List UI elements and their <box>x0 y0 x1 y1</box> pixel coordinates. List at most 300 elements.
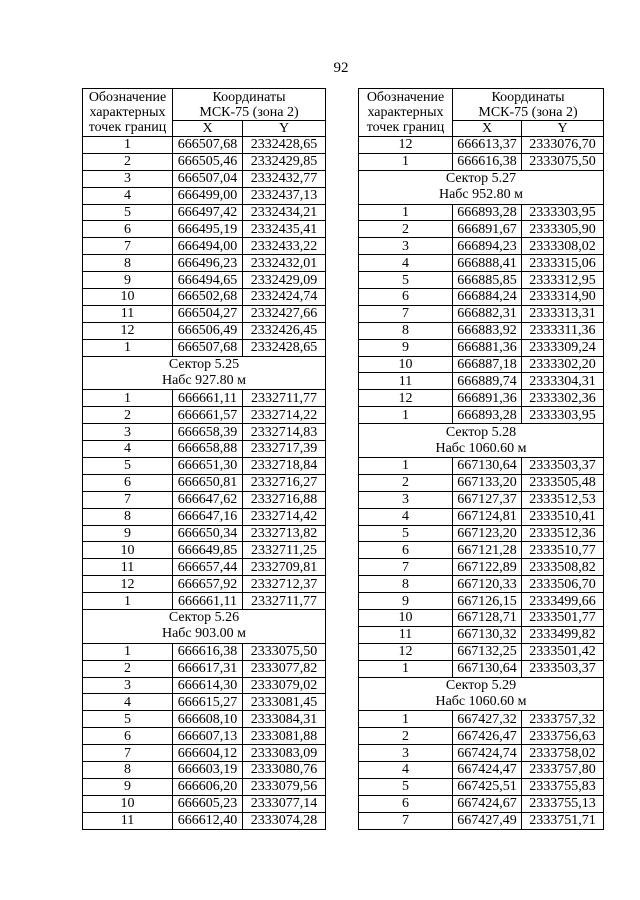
x-coordinate-cell: 667425,51 <box>453 778 522 795</box>
table-header-row <box>83 89 326 121</box>
x-coordinate-cell: 666889,74 <box>453 373 522 390</box>
table-row <box>359 238 604 255</box>
table-row <box>359 525 604 542</box>
table-row <box>83 778 326 795</box>
header-point-line: Обозначение <box>88 90 167 105</box>
table-row <box>83 322 326 339</box>
x-coordinate-cell: 666647,16 <box>173 508 243 525</box>
header-point-line: характерных <box>89 105 166 120</box>
x-coordinate-cell: 667127,37 <box>453 491 522 508</box>
table-row <box>83 728 326 745</box>
header-x: X <box>173 121 243 137</box>
table-row <box>359 711 604 728</box>
y-coordinate-cell: 2333510,41 <box>522 508 604 525</box>
point-number-cell: 4 <box>359 255 453 272</box>
x-coordinate-cell: 666657,44 <box>173 559 243 576</box>
sector-row <box>359 677 604 711</box>
x-coordinate-cell: 666647,62 <box>173 491 243 508</box>
point-number-cell: 11 <box>359 373 453 390</box>
y-coordinate-cell: 2333077,82 <box>243 660 326 677</box>
point-number-cell: 7 <box>83 745 173 762</box>
page-number: 92 <box>333 60 349 76</box>
point-number-cell: 1 <box>83 390 173 407</box>
point-number-cell: 4 <box>359 762 453 779</box>
point-number-cell: 10 <box>83 289 173 306</box>
x-coordinate-cell: 666650,34 <box>173 525 243 542</box>
table-row <box>359 272 604 289</box>
table-row <box>83 559 326 576</box>
y-coordinate-cell: 2332433,22 <box>243 238 326 255</box>
table-row <box>83 525 326 542</box>
point-number-cell: 11 <box>83 305 173 322</box>
sector-cell <box>359 677 604 711</box>
table-row <box>83 255 326 272</box>
table-row <box>359 457 604 474</box>
table-row <box>83 424 326 441</box>
table-row <box>359 778 604 795</box>
y-coordinate-cell: 2332714,83 <box>243 424 326 441</box>
point-number-cell: 3 <box>359 238 453 255</box>
point-number-cell: 9 <box>83 778 173 795</box>
table-row <box>359 491 604 508</box>
sector-cell <box>83 609 326 643</box>
table-row <box>359 373 604 390</box>
header-point-line: характерных <box>367 105 444 120</box>
table-row <box>83 694 326 711</box>
x-coordinate-cell: 667123,20 <box>453 525 522 542</box>
point-number-cell: 11 <box>83 812 173 829</box>
table-row <box>83 761 326 778</box>
table-row <box>359 153 604 170</box>
header-coordinate-system: МСК-75 (зона 2) <box>478 104 578 120</box>
y-coordinate-cell: 2332428,65 <box>243 339 326 356</box>
y-coordinate-cell: 2333501,42 <box>522 643 604 660</box>
table-row <box>359 356 604 373</box>
x-coordinate-cell: 666891,67 <box>453 221 522 238</box>
y-coordinate-cell: 2332424,74 <box>243 289 326 306</box>
y-coordinate-cell: 2333077,14 <box>243 795 326 812</box>
point-number-cell: 9 <box>359 339 453 356</box>
x-coordinate-cell: 666507,68 <box>173 137 243 154</box>
x-coordinate-cell: 666884,24 <box>453 289 522 306</box>
point-number-cell: 1 <box>83 137 173 154</box>
table-row <box>83 576 326 593</box>
point-number-cell: 7 <box>359 305 453 322</box>
y-coordinate-cell: 2332717,39 <box>243 441 326 458</box>
table-row <box>359 593 604 610</box>
header-coordinates-title: Координаты <box>491 89 565 105</box>
y-coordinate-cell: 2332437,13 <box>243 187 326 204</box>
sector-row <box>359 170 604 204</box>
sector-title: Сектор 5.29 <box>445 677 517 693</box>
x-coordinate-cell: 667424,47 <box>453 762 522 779</box>
x-coordinate-cell: 666496,23 <box>173 255 243 272</box>
x-coordinate-cell: 667128,71 <box>453 609 522 626</box>
header-coordinates-title: Координаты <box>212 89 286 105</box>
table-row <box>359 762 604 779</box>
table-row <box>83 289 326 306</box>
point-number-cell: 2 <box>83 407 173 424</box>
sector-title: Сектор 5.28 <box>445 424 517 440</box>
table-row <box>359 576 604 593</box>
y-coordinate-cell: 2333315,06 <box>522 255 604 272</box>
header-y: Y <box>522 121 604 137</box>
point-number-cell: 6 <box>83 474 173 491</box>
y-coordinate-cell: 2333314,90 <box>522 289 604 306</box>
y-coordinate-cell: 2333303,95 <box>522 407 604 424</box>
point-number-cell: 12 <box>359 137 453 154</box>
point-number-cell: 2 <box>359 728 453 745</box>
header-coordinates <box>453 89 604 121</box>
table-row <box>359 508 604 525</box>
x-coordinate-cell: 666507,68 <box>173 339 243 356</box>
point-number-cell: 10 <box>359 609 453 626</box>
table-row <box>359 542 604 559</box>
y-coordinate-cell: 2333075,50 <box>522 153 604 170</box>
point-number-cell: 1 <box>359 407 453 424</box>
point-number-cell: 5 <box>83 204 173 221</box>
y-coordinate-cell: 2333081,45 <box>243 694 326 711</box>
y-coordinate-cell: 2332426,45 <box>243 322 326 339</box>
y-coordinate-cell: 2333308,02 <box>522 238 604 255</box>
table-row <box>359 660 604 677</box>
x-coordinate-cell: 667132,25 <box>453 643 522 660</box>
table-row <box>359 745 604 762</box>
header-point-designation <box>359 89 453 137</box>
x-coordinate-cell: 666614,30 <box>173 677 243 694</box>
y-coordinate-cell: 2332716,88 <box>243 491 326 508</box>
table-row <box>359 728 604 745</box>
x-coordinate-cell: 666885,85 <box>453 272 522 289</box>
table-row <box>83 457 326 474</box>
y-coordinate-cell: 2332711,77 <box>243 390 326 407</box>
y-coordinate-cell: 2333309,24 <box>522 339 604 356</box>
table-row <box>83 187 326 204</box>
x-coordinate-cell: 666504,27 <box>173 305 243 322</box>
x-coordinate-cell: 666613,37 <box>453 137 522 154</box>
point-number-cell: 5 <box>359 525 453 542</box>
x-coordinate-cell: 667121,28 <box>453 542 522 559</box>
y-coordinate-cell: 2332434,21 <box>243 204 326 221</box>
table-row <box>83 474 326 491</box>
x-coordinate-cell: 666499,00 <box>173 187 243 204</box>
point-number-cell: 7 <box>359 559 453 576</box>
point-number-cell: 12 <box>359 643 453 660</box>
x-coordinate-cell: 666607,13 <box>173 728 243 745</box>
y-coordinate-cell: 2333076,70 <box>522 137 604 154</box>
point-number-cell: 3 <box>359 745 453 762</box>
point-number-cell: 8 <box>83 255 173 272</box>
header-point-line: точек границ <box>88 120 167 135</box>
table-row <box>83 593 326 610</box>
x-coordinate-cell: 666603,19 <box>173 761 243 778</box>
table-header <box>83 89 326 137</box>
x-coordinate-cell: 666502,68 <box>173 289 243 306</box>
y-coordinate-cell: 2333081,88 <box>243 728 326 745</box>
y-coordinate-cell: 2333755,13 <box>522 795 604 812</box>
y-coordinate-cell: 2332432,01 <box>243 255 326 272</box>
y-coordinate-cell: 2333503,37 <box>522 660 604 677</box>
sector-row <box>83 609 326 643</box>
y-coordinate-cell: 2333080,76 <box>243 761 326 778</box>
x-coordinate-cell: 667426,47 <box>453 728 522 745</box>
y-coordinate-cell: 2332712,37 <box>243 576 326 593</box>
point-number-cell: 3 <box>83 170 173 187</box>
table-body <box>83 137 326 830</box>
sector-title: Сектор 5.25 <box>168 356 240 372</box>
y-coordinate-cell: 2332435,41 <box>243 221 326 238</box>
table-body <box>359 137 604 830</box>
y-coordinate-cell: 2333756,63 <box>522 728 604 745</box>
y-coordinate-cell: 2333505,48 <box>522 474 604 491</box>
y-coordinate-cell: 2333508,82 <box>522 559 604 576</box>
sector-cell <box>359 424 604 458</box>
table-row <box>359 407 604 424</box>
point-number-cell: 12 <box>83 576 173 593</box>
x-coordinate-cell: 667122,89 <box>453 559 522 576</box>
table-row <box>359 626 604 643</box>
table-row <box>83 745 326 762</box>
point-number-cell: 8 <box>359 322 453 339</box>
header-point-line: Обозначение <box>366 90 445 105</box>
y-coordinate-cell: 2333311,36 <box>522 322 604 339</box>
y-coordinate-cell: 2333302,36 <box>522 390 604 407</box>
sector-height: Набс 1060.60 м <box>435 440 527 456</box>
y-coordinate-cell: 2333079,56 <box>243 778 326 795</box>
x-coordinate-cell: 667427,49 <box>453 812 522 829</box>
header-point-designation <box>83 89 173 137</box>
table-row <box>83 221 326 238</box>
y-coordinate-cell: 2333757,32 <box>522 711 604 728</box>
point-number-cell: 9 <box>83 272 173 289</box>
point-number-cell: 12 <box>83 322 173 339</box>
point-number-cell: 12 <box>359 390 453 407</box>
sector-row <box>83 356 326 390</box>
x-coordinate-cell: 667124,81 <box>453 508 522 525</box>
point-number-cell: 2 <box>359 221 453 238</box>
point-number-cell: 11 <box>359 626 453 643</box>
point-number-cell: 10 <box>83 542 173 559</box>
x-coordinate-cell: 666494,65 <box>173 272 243 289</box>
x-coordinate-cell: 667126,15 <box>453 593 522 610</box>
table-header <box>359 89 604 137</box>
x-coordinate-cell: 666891,36 <box>453 390 522 407</box>
y-coordinate-cell: 2333499,66 <box>522 593 604 610</box>
point-number-cell: 9 <box>359 593 453 610</box>
table-row <box>83 137 326 154</box>
table-row <box>83 491 326 508</box>
table-row <box>83 238 326 255</box>
point-number-cell: 7 <box>359 812 453 829</box>
point-number-cell: 5 <box>359 778 453 795</box>
x-coordinate-cell: 666661,57 <box>173 407 243 424</box>
x-coordinate-cell: 666888,41 <box>453 255 522 272</box>
x-coordinate-cell: 667427,32 <box>453 711 522 728</box>
header-coordinates <box>173 89 326 121</box>
x-coordinate-cell: 666882,31 <box>453 305 522 322</box>
x-coordinate-cell: 666606,20 <box>173 778 243 795</box>
point-number-cell: 1 <box>359 711 453 728</box>
x-coordinate-cell: 666651,30 <box>173 457 243 474</box>
table-row <box>359 474 604 491</box>
point-number-cell: 1 <box>359 204 453 221</box>
header-point-line: точек границ <box>366 120 445 135</box>
x-coordinate-cell: 666615,27 <box>173 694 243 711</box>
x-coordinate-cell: 666505,46 <box>173 153 243 170</box>
sector-height: Набс 903.00 м <box>161 626 247 642</box>
point-number-cell: 1 <box>83 339 173 356</box>
point-number-cell: 6 <box>359 795 453 812</box>
x-coordinate-cell: 666507,04 <box>173 170 243 187</box>
y-coordinate-cell: 2332711,25 <box>243 542 326 559</box>
table-row <box>83 390 326 407</box>
table-row <box>83 170 326 187</box>
table-row <box>83 542 326 559</box>
x-coordinate-cell: 666893,28 <box>453 204 522 221</box>
table-row <box>359 255 604 272</box>
header-coordinate-system: МСК-75 (зона 2) <box>199 104 299 120</box>
point-number-cell: 9 <box>83 525 173 542</box>
y-coordinate-cell: 2332714,22 <box>243 407 326 424</box>
x-coordinate-cell: 667130,64 <box>453 660 522 677</box>
y-coordinate-cell: 2333751,71 <box>522 812 604 829</box>
sector-cell <box>359 170 604 204</box>
y-coordinate-cell: 2333510,77 <box>522 542 604 559</box>
y-coordinate-cell: 2332429,85 <box>243 153 326 170</box>
y-coordinate-cell: 2332713,82 <box>243 525 326 542</box>
coordinates-table-left <box>82 88 326 830</box>
y-coordinate-cell: 2332714,42 <box>243 508 326 525</box>
point-number-cell: 11 <box>83 559 173 576</box>
point-number-cell: 6 <box>359 289 453 306</box>
point-number-cell: 3 <box>359 491 453 508</box>
x-coordinate-cell: 667130,32 <box>453 626 522 643</box>
y-coordinate-cell: 2333302,20 <box>522 356 604 373</box>
table-row <box>83 339 326 356</box>
table-row <box>359 221 604 238</box>
x-coordinate-cell: 666506,49 <box>173 322 243 339</box>
coordinates-table-right <box>358 88 604 830</box>
point-number-cell: 4 <box>83 441 173 458</box>
table-row <box>359 390 604 407</box>
x-coordinate-cell: 667424,74 <box>453 745 522 762</box>
y-coordinate-cell: 2332428,65 <box>243 137 326 154</box>
table-row <box>83 272 326 289</box>
x-coordinate-cell: 666497,42 <box>173 204 243 221</box>
x-coordinate-cell: 666893,28 <box>453 407 522 424</box>
point-number-cell: 5 <box>83 711 173 728</box>
point-number-cell: 1 <box>359 153 453 170</box>
sector-title: Сектор 5.26 <box>168 610 240 626</box>
table-row <box>359 305 604 322</box>
table-row <box>83 153 326 170</box>
point-number-cell: 1 <box>83 643 173 660</box>
table-row <box>359 322 604 339</box>
sector-height: Набс 1060.60 м <box>435 693 527 709</box>
y-coordinate-cell: 2333499,82 <box>522 626 604 643</box>
y-coordinate-cell: 2333079,02 <box>243 677 326 694</box>
table-row <box>359 795 604 812</box>
point-number-cell: 6 <box>359 542 453 559</box>
x-coordinate-cell: 666495,19 <box>173 221 243 238</box>
point-number-cell: 2 <box>359 474 453 491</box>
point-number-cell: 7 <box>83 238 173 255</box>
y-coordinate-cell: 2333084,31 <box>243 711 326 728</box>
x-coordinate-cell: 666612,40 <box>173 812 243 829</box>
x-coordinate-cell: 667130,64 <box>453 457 522 474</box>
y-coordinate-cell: 2332429,09 <box>243 272 326 289</box>
table-row <box>359 339 604 356</box>
table-row <box>359 204 604 221</box>
point-number-cell: 4 <box>83 187 173 204</box>
x-coordinate-cell: 666658,39 <box>173 424 243 441</box>
table-row <box>83 812 326 829</box>
sector-title: Сектор 5.27 <box>445 171 517 187</box>
point-number-cell: 8 <box>359 576 453 593</box>
table-row <box>83 643 326 660</box>
y-coordinate-cell: 2332709,81 <box>243 559 326 576</box>
table-row <box>359 289 604 306</box>
y-coordinate-cell: 2333512,36 <box>522 525 604 542</box>
table-header-row <box>359 89 604 121</box>
x-coordinate-cell: 666604,12 <box>173 745 243 762</box>
x-coordinate-cell: 666608,10 <box>173 711 243 728</box>
y-coordinate-cell: 2333313,31 <box>522 305 604 322</box>
point-number-cell: 4 <box>359 508 453 525</box>
y-coordinate-cell: 2333312,95 <box>522 272 604 289</box>
y-coordinate-cell: 2333083,09 <box>243 745 326 762</box>
table-row <box>83 660 326 677</box>
x-coordinate-cell: 666894,23 <box>453 238 522 255</box>
y-coordinate-cell: 2333758,02 <box>522 745 604 762</box>
x-coordinate-cell: 666605,23 <box>173 795 243 812</box>
sector-cell <box>83 356 326 390</box>
table-row <box>359 137 604 154</box>
table-row <box>83 677 326 694</box>
y-coordinate-cell: 2332716,27 <box>243 474 326 491</box>
y-coordinate-cell: 2333503,37 <box>522 457 604 474</box>
point-number-cell: 3 <box>83 677 173 694</box>
point-number-cell: 4 <box>83 694 173 711</box>
x-coordinate-cell: 666883,92 <box>453 322 522 339</box>
point-number-cell: 5 <box>359 272 453 289</box>
x-coordinate-cell: 666658,88 <box>173 441 243 458</box>
point-number-cell: 5 <box>83 457 173 474</box>
x-coordinate-cell: 666616,38 <box>453 153 522 170</box>
y-coordinate-cell: 2333303,95 <box>522 204 604 221</box>
y-coordinate-cell: 2333501,77 <box>522 609 604 626</box>
y-coordinate-cell: 2333075,50 <box>243 643 326 660</box>
y-coordinate-cell: 2333755,83 <box>522 778 604 795</box>
table-row <box>83 305 326 322</box>
x-coordinate-cell: 666494,00 <box>173 238 243 255</box>
x-coordinate-cell: 666649,85 <box>173 542 243 559</box>
sector-height: Набс 952.80 м <box>438 187 524 203</box>
y-coordinate-cell: 2332718,84 <box>243 457 326 474</box>
table-row <box>359 812 604 829</box>
y-coordinate-cell: 2333074,28 <box>243 812 326 829</box>
x-coordinate-cell: 666887,18 <box>453 356 522 373</box>
y-coordinate-cell: 2332427,66 <box>243 305 326 322</box>
y-coordinate-cell: 2333305,90 <box>522 221 604 238</box>
y-coordinate-cell: 2332711,77 <box>243 593 326 610</box>
x-coordinate-cell: 666616,38 <box>173 643 243 660</box>
table-row <box>83 441 326 458</box>
x-coordinate-cell: 666661,11 <box>173 390 243 407</box>
point-number-cell: 10 <box>359 356 453 373</box>
y-coordinate-cell: 2333506,70 <box>522 576 604 593</box>
y-coordinate-cell: 2332432,77 <box>243 170 326 187</box>
